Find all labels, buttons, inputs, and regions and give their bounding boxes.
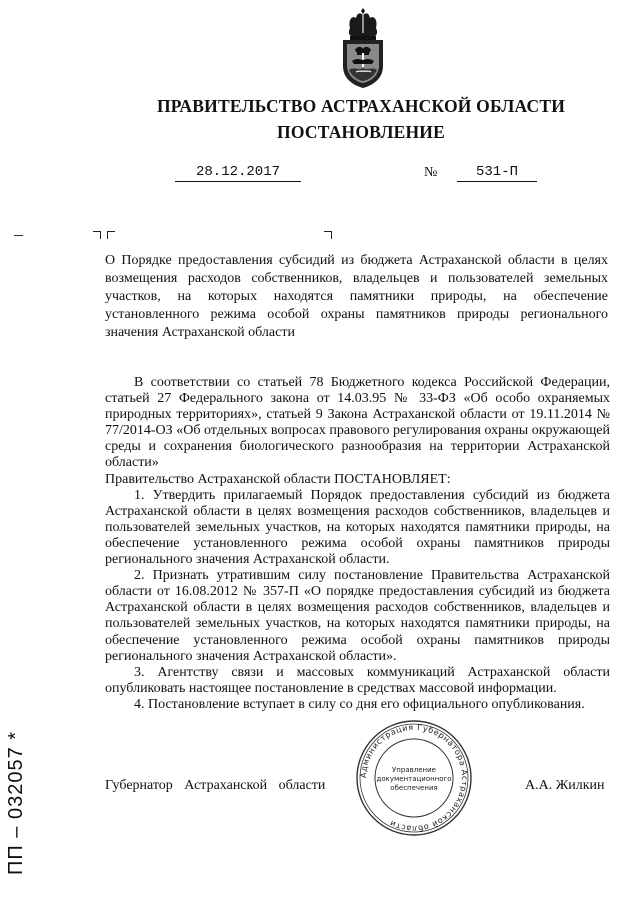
stamp-inner-text: обеспечения — [390, 784, 438, 792]
resolution-item: 4. Постановление вступает в силу со дня его официального опубликования. — [134, 696, 585, 712]
margin-mark — [14, 235, 23, 236]
form-serial-number: ПП – 032057 * — [5, 730, 27, 875]
subject-corner-mark — [324, 231, 332, 239]
document-body — [105, 375, 610, 713]
resolution-statement: Правительство Астраханской области ПОСТАНОВЛЯЕТ: — [105, 471, 451, 487]
official-stamp — [354, 718, 474, 838]
resolution-item: 2. Признать утратившим силу постановление Правительства Астраханской области от 16.08.2012 № 357-П «О порядке предоставления субсидий из бюджета Астраханской области в целях возмещения расходов собственников, владельцев и пользователей земельных участков, на которых находятся памятники природы, на обеспечение установленного режима особой охраны памятников природы регионального значения Астраханской области». — [105, 568, 610, 664]
subject-corner-mark — [93, 231, 101, 239]
resolution-item: 3. Агентству связи и массовых коммуникаций Астраханской области опубликовать настоящее постановление в средствах массовой информации. — [105, 664, 610, 696]
document-subject: О Порядке предоставления субсидий из бюджета Астраханской области в целях возмещения расходов собственников, владельцев и пользователей земельных участков, на которых находятся памятники природы, на обеспечение установленного режима особой охраны памятников природы регионального значения Астраханской области — [105, 253, 608, 340]
stamp-inner-text: Управление — [392, 766, 436, 774]
document-type: ПОСТАНОВЛЕНИЕ — [277, 122, 445, 142]
document-number: 531-П — [457, 164, 537, 182]
stamp-inner-text: документационного — [376, 775, 452, 783]
number-label: № — [424, 165, 438, 180]
signer-name: А.А. Жилкин — [525, 778, 605, 793]
signer-title: Губернатор Астраханской области — [105, 778, 326, 793]
government-name: ПРАВИТЕЛЬСТВО АСТРАХАНСКОЙ ОБЛАСТИ — [156, 96, 566, 116]
document-date: 28.12.2017 — [175, 164, 301, 182]
resolution-item: 1. Утвердить прилагаемый Порядок предоставления субсидий из бюджета Астраханской области в целях возмещения расходов собственников, владельцев и пользователей земельных участков, на которых находятся памятники природы, на обеспечение установленного режима особой охраны памятников природы регионального значения Астраханской области. — [105, 487, 610, 568]
stamp-outer-text: Администрация Губернатора Астраханской области — [358, 722, 470, 834]
coat-of-arms-emblem — [338, 6, 388, 90]
preamble-paragraph: В соответствии со статьей 78 Бюджетного кодекса Российской Федерации, статьей 27 Федерального закона от 14.03.95 № 33-ФЗ «Об особо охраняемых природных территориях», статьей 9 Закона Астраханской области от 19.11.2014 № 77/2014-ОЗ «Об отдельных вопросах правового регулирования охраны окружающей среды и сохранения биологического разнообразия на территории Астраханской области» — [105, 375, 610, 471]
subject-corner-mark — [107, 231, 115, 239]
